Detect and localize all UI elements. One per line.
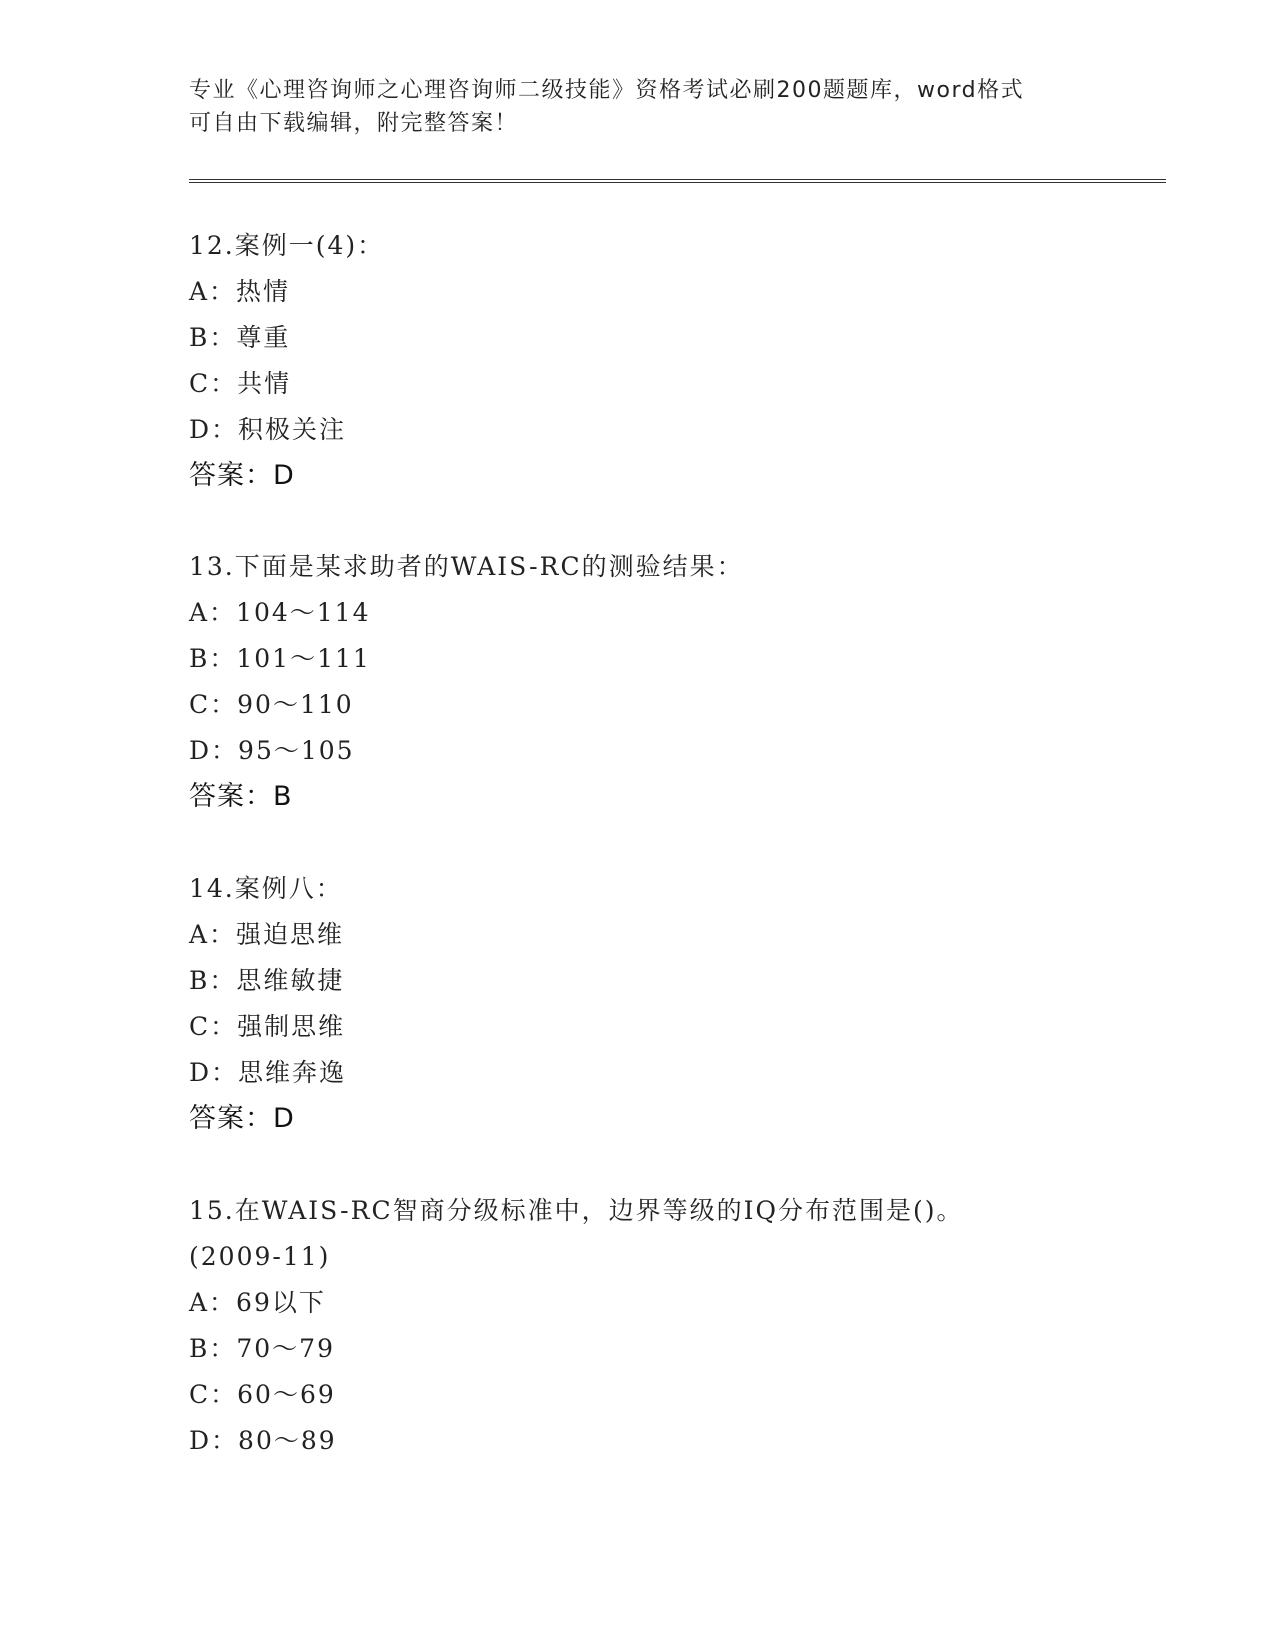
option-a: A：热情 [189,277,291,306]
option-d: D：80～89 [189,1426,337,1455]
option-d: D：95～105 [189,736,355,765]
question-stem: 14.案例八： [189,874,343,903]
answer-label: 答案：D [189,460,295,491]
option-c: C：共情 [189,369,292,398]
answer-label: 答案：D [189,1103,295,1134]
option-a: A：104～114 [189,598,371,627]
answer-label: 答案：B [189,781,293,812]
question-15 [189,1188,1189,1464]
header-line-2: 可自由下载编辑，附完整答案！ [189,111,519,136]
question-stem: 13.下面是某求助者的WAIS-RC的测验结果： [189,552,744,581]
option-d: D：积极关注 [189,415,347,444]
option-a: A：强迫思维 [189,920,345,949]
option-b: B：尊重 [189,323,291,352]
header-double-rule [189,179,1166,183]
option-a: A：69以下 [189,1288,326,1317]
question-14 [189,866,1189,1142]
option-c: C：强制思维 [189,1012,346,1041]
question-stem: 15.在WAIS-RC智商分级标准中，边界等级的IQ分布范围是()。 [189,1196,964,1225]
option-b: B：70～79 [189,1334,335,1363]
document-header [189,74,1069,140]
question-stem-continued: (2009-11) [189,1242,331,1271]
option-b: B：思维敏捷 [189,966,345,995]
option-d: D：思维奔逸 [189,1058,347,1087]
header-line-1: 专业《心理咨询师之心理咨询师二级技能》资格考试必刷200题题库，word格式 [189,78,1025,103]
question-stem: 12.案例一(4)： [189,231,385,260]
question-12 [189,223,1189,499]
question-13 [189,544,1189,820]
option-c: C：90～110 [189,690,354,719]
option-c: C：60～69 [189,1380,336,1409]
option-b: B：101～111 [189,644,371,673]
